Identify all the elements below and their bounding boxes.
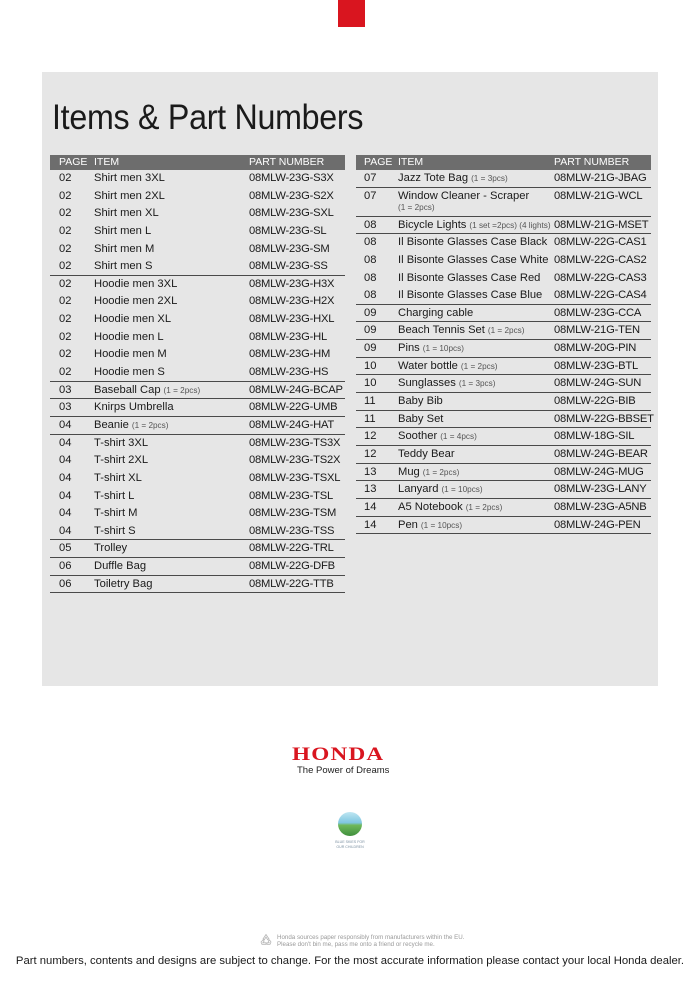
row-item [94, 313, 171, 325]
table-row [356, 446, 651, 464]
row-part-number: 08MLW-23G-H2X [249, 295, 335, 308]
table-row [50, 488, 345, 506]
table-header [356, 155, 651, 170]
table-row [50, 505, 345, 523]
row-item-name: Shirt men L [94, 224, 152, 237]
row-page: 10 [364, 359, 377, 372]
row-item-name: Sunglasses [398, 377, 456, 390]
blue-skies-badge [333, 812, 367, 852]
row-item-name: A5 Notebook [398, 500, 463, 513]
row-page: 12 [364, 447, 377, 460]
row-item [94, 225, 151, 237]
row-page: 12 [364, 430, 377, 443]
row-item-name: T-shirt M [94, 507, 138, 520]
row-part-number: 08MLW-22G-DFB [249, 560, 335, 573]
row-item [94, 260, 152, 272]
row-item-name: Soother [398, 430, 438, 443]
row-item [94, 454, 148, 466]
row-page: 04 [59, 471, 72, 484]
row-item-name: Mug [398, 465, 420, 478]
row-part-number: 08MLW-23G-TSL [249, 489, 334, 502]
table-row [356, 305, 651, 323]
row-part-number: 08MLW-22G-CAS3 [554, 271, 647, 284]
row-part-number: 08MLW-23G-S3X [249, 172, 334, 184]
table-row [356, 464, 651, 482]
row-page: 02 [59, 313, 72, 326]
table-row [356, 270, 651, 288]
badge-line-2: OUR CHILDREN [336, 844, 364, 849]
row-item [398, 254, 548, 266]
table-row [356, 287, 651, 305]
header-page: PAGE [364, 156, 393, 168]
row-part-number: 08MLW-24G-PEN [554, 518, 641, 531]
row-item [398, 377, 495, 389]
row-page: 02 [59, 189, 72, 202]
table-row [356, 428, 651, 446]
row-item-name: Shirt men 3XL [94, 172, 165, 184]
table-row [356, 252, 651, 270]
table-row [50, 452, 345, 470]
row-page: 09 [364, 324, 377, 337]
row-item-name: Baby Set [398, 412, 444, 425]
row-item [94, 419, 168, 431]
table-row [356, 517, 651, 535]
row-page: 08 [364, 253, 377, 266]
row-item-name: Lanyard [398, 483, 439, 496]
honda-logo [292, 745, 407, 776]
table-row [356, 322, 651, 340]
table-row [50, 523, 345, 541]
table-row [356, 170, 651, 188]
row-page: 02 [59, 242, 72, 255]
row-part-number: 08MLW-22G-TRL [249, 542, 334, 555]
table-row [50, 223, 345, 241]
table-row [50, 576, 345, 594]
row-item-quantity: (1 = 10pcs) [422, 344, 464, 354]
row-item [94, 507, 138, 519]
row-part-number: 08MLW-23G-TSXL [249, 471, 341, 484]
row-item [398, 289, 542, 301]
row-part-number: 08MLW-22G-CAS2 [554, 253, 647, 266]
row-item [398, 430, 477, 442]
table-row [50, 435, 345, 453]
row-item-quantity: (1 = 3pcs) [471, 174, 508, 183]
row-part-number: 08MLW-22G-BIB [554, 395, 636, 408]
row-page: 04 [59, 436, 72, 449]
row-item-name: Pen [398, 518, 418, 531]
table-row [50, 293, 345, 311]
row-page: 10 [364, 377, 377, 390]
row-page: 02 [59, 207, 72, 220]
header-part-number: PART NUMBER [249, 156, 325, 168]
row-page: 13 [364, 483, 377, 496]
row-part-number: 08MLW-21G-TEN [554, 324, 640, 337]
row-item-quantity: (1 = 3pcs) [458, 379, 496, 389]
row-item [398, 466, 459, 478]
table-row [356, 393, 651, 411]
row-item-name: Duffle Bag [94, 560, 147, 573]
row-part-number: 08MLW-23G-HM [249, 348, 331, 361]
row-item [398, 342, 464, 354]
row-item [94, 560, 146, 572]
badge-line-1: BLUE SKIES FOR [335, 840, 365, 844]
red-corner-tab [338, 0, 365, 27]
row-item-name: Bicycle Lights [398, 218, 467, 231]
row-part-number: 08MLW-23G-TSS [249, 524, 335, 537]
row-part-number: 08MLW-23G-SL [249, 224, 327, 237]
row-page: 14 [364, 500, 377, 513]
row-page: 02 [59, 277, 72, 290]
row-item [398, 272, 540, 284]
header-item: ITEM [94, 156, 120, 168]
recycle-text [277, 934, 464, 948]
row-page: 05 [59, 542, 72, 555]
page-title: Items & Part Numbers [52, 98, 364, 137]
row-item [94, 490, 134, 502]
row-part-number: 08MLW-22G-UMB [249, 401, 338, 414]
row-item [398, 483, 483, 495]
row-page: 02 [59, 224, 72, 237]
row-page: 04 [59, 454, 72, 467]
row-part-number: 08MLW-23G-HXL [249, 313, 335, 326]
row-item-name: Shirt men S [94, 260, 153, 273]
row-item-name: Toiletry Bag [94, 577, 153, 590]
row-page: 07 [364, 172, 377, 184]
recycle-line-1: Honda sources paper responsibly from manufacturers within the EU. [277, 934, 465, 941]
row-item-quantity: (1 set =2pcs) (4 lights) [469, 220, 551, 230]
row-page: 09 [364, 342, 377, 355]
row-page: 02 [59, 260, 72, 273]
row-part-number: 08MLW-22G-BBSET [554, 412, 654, 425]
row-item [94, 295, 177, 307]
row-item [94, 437, 148, 449]
row-item-name: Hoodie men M [94, 348, 167, 361]
row-page: 02 [59, 330, 72, 343]
row-item [398, 448, 455, 460]
row-item-quantity: (1 = 2pcs) [460, 361, 498, 371]
row-part-number: 08MLW-23G-A5NB [554, 500, 647, 513]
recycle-icon [259, 933, 273, 947]
header-item: ITEM [398, 156, 424, 168]
row-part-number: 08MLW-23G-SXL [249, 207, 334, 220]
table-row [50, 241, 345, 259]
row-part-number: 08MLW-23G-SS [249, 260, 328, 273]
row-item-quantity: (1 = 2pcs) [163, 385, 201, 395]
table-row [356, 358, 651, 376]
row-item [94, 331, 164, 343]
row-item [398, 360, 498, 372]
row-item-name: Pins [398, 342, 420, 355]
logo-wordmark: HONDA [292, 744, 385, 765]
row-item [398, 395, 443, 407]
row-page: 09 [364, 306, 377, 319]
row-item-name: Shirt men 2XL [94, 189, 165, 202]
row-item [398, 501, 502, 513]
row-item [398, 172, 508, 184]
row-item-quantity: (1 = 2pcs) [465, 502, 503, 512]
row-page: 06 [59, 560, 72, 573]
row-page: 02 [59, 172, 72, 184]
table-body [50, 170, 345, 593]
row-item-name: Baby Bib [398, 395, 443, 408]
row-part-number: 08MLW-23G-LANY [554, 483, 647, 496]
row-item [94, 542, 127, 554]
row-page: 14 [364, 518, 377, 531]
row-item-quantity: (1 = 2pcs) [422, 467, 460, 477]
row-item-name: Baseball Cap [94, 383, 161, 396]
row-page: 02 [59, 295, 72, 308]
row-page: 08 [364, 289, 377, 302]
row-page: 02 [59, 348, 72, 361]
table-row [50, 558, 345, 576]
table-row [50, 170, 345, 188]
row-item [94, 578, 152, 590]
row-item [94, 366, 165, 378]
row-part-number: 08MLW-22G-TTB [249, 577, 334, 590]
footer-disclaimer: Part numbers, contents and designs are subject to change. For the most accurate information please contact your local Honda dealer. [15, 955, 685, 967]
row-page: 04 [59, 418, 72, 431]
row-page: 04 [59, 524, 72, 537]
row-part-number: 08MLW-20G-PIN [554, 342, 637, 355]
row-item-name: Water bottle [398, 359, 458, 372]
header-part-number: PART NUMBER [554, 156, 630, 168]
row-part-number: 08MLW-21G-MSET [554, 218, 649, 231]
row-item-name: T-shirt L [94, 489, 135, 502]
table-row [50, 276, 345, 294]
row-item-note: (1 = 2pcs) [398, 202, 435, 212]
table-body [356, 170, 654, 534]
row-item [94, 384, 200, 396]
row-item [94, 243, 154, 255]
row-item [398, 219, 551, 231]
row-item [94, 190, 165, 202]
earth-icon [338, 812, 362, 836]
row-item-name: Beach Tennis Set [398, 324, 485, 337]
table-row [50, 382, 345, 400]
row-item-name: Il Bisonte Glasses Case Blue [398, 289, 543, 302]
row-part-number: 08MLW-24G-SUN [554, 377, 642, 390]
table-row [50, 311, 345, 329]
row-item-name: Shirt men M [94, 242, 155, 255]
table-row [50, 540, 345, 558]
row-item-quantity: (1 = 2pcs) [131, 420, 169, 430]
row-part-number: 08MLW-23G-H3X [249, 277, 335, 290]
recycle-line-2: Please don't bin me, pass me onto a friend or recycle me. [277, 941, 435, 949]
row-item [94, 172, 165, 184]
parts-table-left [50, 155, 345, 593]
row-item-name: Knirps Umbrella [94, 401, 174, 414]
row-item [398, 236, 547, 248]
row-part-number: 08MLW-23G-TSM [249, 507, 337, 520]
row-part-number: 08MLW-24G-MUG [554, 465, 644, 478]
row-item [398, 519, 462, 531]
row-item-quantity: (1 = 4pcs) [440, 432, 477, 442]
row-page: 03 [59, 383, 72, 396]
row-item [398, 190, 529, 202]
parts-table-right [356, 155, 654, 534]
table-row [50, 417, 345, 435]
row-item [398, 307, 473, 319]
row-part-number: 08MLW-23G-CCA [554, 306, 642, 319]
row-item-name: Il Bisonte Glasses Case Black [398, 236, 548, 249]
row-part-number: 08MLW-23G-HS [249, 366, 329, 379]
row-page: 13 [364, 465, 377, 478]
table-row [50, 188, 345, 206]
row-item-quantity: (1 = 10pcs) [420, 520, 463, 530]
row-part-number: 08MLW-23G-SM [249, 242, 330, 255]
row-part-number: 08MLW-23G-TS2X [249, 454, 341, 467]
row-item-name: Jazz Tote Bag [398, 172, 469, 184]
row-page: 08 [364, 271, 377, 284]
row-item-name: T-shirt XL [94, 471, 142, 484]
row-page: 06 [59, 577, 72, 590]
row-item-name: Il Bisonte Glasses Case White [398, 253, 549, 266]
row-part-number: 08MLW-23G-BTL [554, 359, 639, 372]
row-item [94, 525, 136, 537]
row-part-number: 08MLW-23G-HL [249, 330, 328, 343]
table-row [356, 217, 651, 235]
row-item-name: T-shirt S [94, 524, 136, 537]
row-item-name: Beanie [94, 418, 129, 431]
row-page: 03 [59, 401, 72, 414]
row-item-name: Window Cleaner - Scraper [398, 189, 530, 202]
badge-text [333, 840, 367, 849]
table-row [356, 499, 651, 517]
row-item [94, 278, 177, 290]
row-part-number: 08MLW-23G-TS3X [249, 436, 341, 449]
row-item [94, 348, 167, 360]
row-page: 04 [59, 489, 72, 502]
row-item-name: Trolley [94, 542, 128, 555]
table-row [50, 470, 345, 488]
row-item [398, 324, 525, 336]
logo-tagline: The Power of Dreams [297, 765, 390, 776]
table-row [50, 346, 345, 364]
row-page: 11 [364, 395, 376, 408]
table-row [356, 375, 651, 393]
row-page: 08 [364, 218, 377, 231]
row-page: 08 [364, 236, 377, 249]
header-page: PAGE [59, 156, 88, 168]
table-row [356, 481, 651, 499]
row-page: 04 [59, 507, 72, 520]
row-item [94, 401, 174, 413]
row-item-name: Shirt men XL [94, 207, 159, 220]
row-item-name: T-shirt 2XL [94, 454, 149, 467]
row-part-number: 08MLW-18G-SIL [554, 430, 635, 443]
row-page: 02 [59, 366, 72, 379]
row-item-quantity: (1 = 10pcs) [441, 485, 483, 495]
table-row [50, 329, 345, 347]
table-row [50, 364, 345, 382]
row-item [398, 413, 443, 425]
row-item-name: Hoodie men 3XL [94, 277, 178, 290]
row-item-quantity: (1 = 2pcs) [487, 326, 525, 336]
table-row [356, 188, 651, 217]
row-part-number: 08MLW-23G-S2X [249, 189, 334, 202]
row-item-name: Hoodie men S [94, 366, 165, 379]
row-item-name: Il Bisonte Glasses Case Red [398, 271, 541, 284]
table-row [50, 399, 345, 417]
table-row [356, 234, 651, 252]
row-part-number: 08MLW-21G-WCL [554, 189, 643, 202]
row-item-name: Teddy Bear [398, 447, 455, 460]
row-item-name: Hoodie men XL [94, 313, 172, 326]
table-row [356, 411, 654, 429]
row-part-number: 08MLW-22G-CAS1 [554, 236, 647, 249]
row-item [94, 207, 159, 219]
row-item-name: Hoodie men L [94, 330, 164, 343]
row-part-number: 08MLW-24G-HAT [249, 418, 335, 431]
row-item-name: T-shirt 3XL [94, 436, 149, 449]
table-header [50, 155, 345, 170]
row-item-name: Hoodie men 2XL [94, 295, 178, 308]
row-page: 07 [364, 189, 377, 202]
row-part-number: 08MLW-24G-BCAP [249, 383, 343, 396]
row-part-number: 08MLW-21G-JBAG [554, 172, 647, 184]
row-item-name: Charging cable [398, 306, 474, 319]
row-part-number: 08MLW-22G-CAS4 [554, 289, 647, 302]
table-row [50, 205, 345, 223]
row-part-number: 08MLW-24G-BEAR [554, 447, 648, 460]
row-item [94, 472, 142, 484]
row-page: 11 [364, 412, 376, 425]
table-row [356, 340, 651, 358]
table-row [50, 258, 345, 276]
